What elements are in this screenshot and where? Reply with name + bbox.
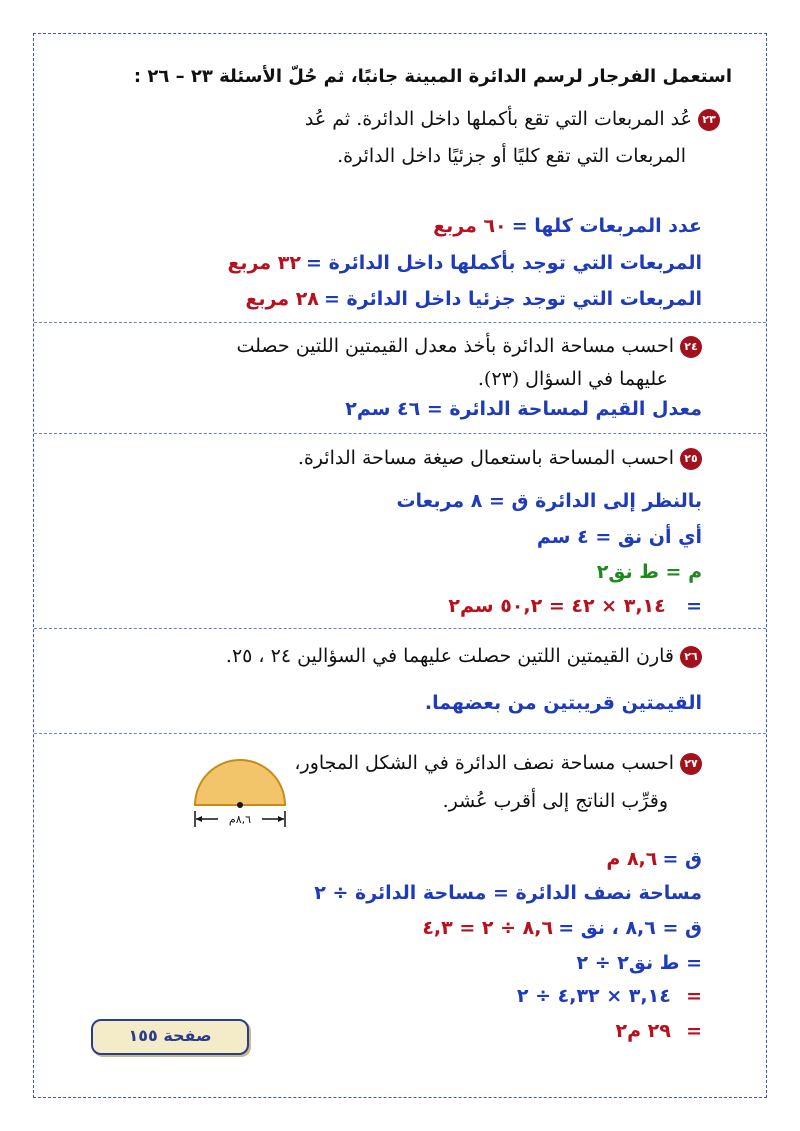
q27-a6-eq: = [686,1020,702,1042]
q23-a3-value: ٢٨ مربع [245,288,319,310]
q23-line1: عُد المربعات التي تقع بأكملها داخل الدائرة. ثم عُد [304,108,692,130]
semicircle-diameter-label: ٨,٦م [228,813,252,826]
separator [34,628,766,629]
q25-badge: ٢٥ [680,448,702,470]
separator [34,433,766,434]
q23-a1-value: ٦٠ مربع [433,215,507,237]
instructions-header: استعمل الفرجار لرسم الدائرة المبينة جانبًا، ثم حُلّ الأسئلة ٢٣ – ٢٦ : [133,66,732,87]
q26-answer: القيمتين قريبتين من بعضهما. [424,692,702,714]
q27-a3-label: ق = ٨,٦ ، نق = [558,917,702,939]
q27-line2: وقرِّب الناتج إلى أقرب عُشر. [442,790,668,812]
q27-a6-calc: ٢٩ م٢ [615,1020,671,1042]
q27-a1-value: ٨,٦ م [606,848,658,870]
q27-text-1 [294,752,702,775]
q23-a2-label: المربعات التي توجد بأكملها داخل الدائرة = [306,252,702,274]
page-number: صفحة ١٥٥ [91,1019,249,1055]
q27-answer-6 [615,1020,702,1042]
q25-answer-1: بالنظر إلى الدائرة ق = ٨ مربعات [396,490,702,512]
q23-text-1 [305,108,720,131]
q23-a2-value: ٣٢ مربع [227,252,301,274]
q27-a1-label: ق = [662,848,702,870]
q26-badge: ٢٦ [680,646,702,668]
q27-answer-3 [422,917,702,939]
q23-a3-label: المربعات التي توجد جزئيا داخل الدائرة = [324,288,702,310]
q24-line2: عليهما في السؤال (٢٣). [477,368,668,390]
q23-answer-2 [227,252,702,274]
q23-answer-1 [433,215,702,237]
q27-a5-calc: ٣,١٤ × ٤,٣٢ ÷ ٢ [516,985,671,1007]
q24-badge: ٢٤ [680,336,702,358]
q27-answer-1 [606,848,702,870]
q26-line1: قارن القيمتين اللتين حصلت عليهما في السؤالين ٢٤ ، ٢٥. [225,645,674,667]
separator [34,733,766,734]
q27-answer-2: مساحة نصف الدائرة = مساحة الدائرة ÷ ٢ [314,882,702,904]
q27-a3-value: ٨,٦ ÷ ٢ = ٤,٣ [422,917,554,939]
q27-answer-5 [517,985,702,1007]
q25-line1: احسب المساحة باستعمال صيغة مساحة الدائرة. [297,447,674,469]
separator [34,322,766,323]
q25-a4-calc: ٣,١٤ × ٤٢ = ٥٠,٢ سم٢ [448,595,666,617]
q27-badge: ٢٧ [680,753,702,775]
q25-answer-2: أي أن نق = ٤ سم [536,526,702,548]
q23-badge: ٢٣ [698,109,720,131]
q27-a5-eq: = [686,985,702,1007]
q25-answer-3: م = ط نق٢ [596,561,702,583]
q24-line1: احسب مساحة الدائرة بأخذ معدل القيمتين اللتين حصلت [236,335,674,357]
q23-a1-label: عدد المربعات كلها = [511,215,702,237]
q27-line1: احسب مساحة نصف الدائرة في الشكل المجاور، [294,752,674,774]
q23-line2: المربعات التي تقع كليًا أو جزئيًا داخل الدائرة. [337,145,686,167]
q27-answer-4: = ط نق٢ ÷ ٢ [576,952,702,974]
semicircle-figure [190,745,290,830]
q24-answer: معدل القيم لمساحة الدائرة = ٤٦ سم٢ [345,398,702,420]
q25-text-1 [298,447,702,470]
q25-answer-4 [448,595,702,617]
q23-answer-3 [245,288,702,310]
q25-a4-eq: = [686,595,702,617]
q24-text-1 [236,335,702,358]
q26-text-1 [226,645,702,668]
